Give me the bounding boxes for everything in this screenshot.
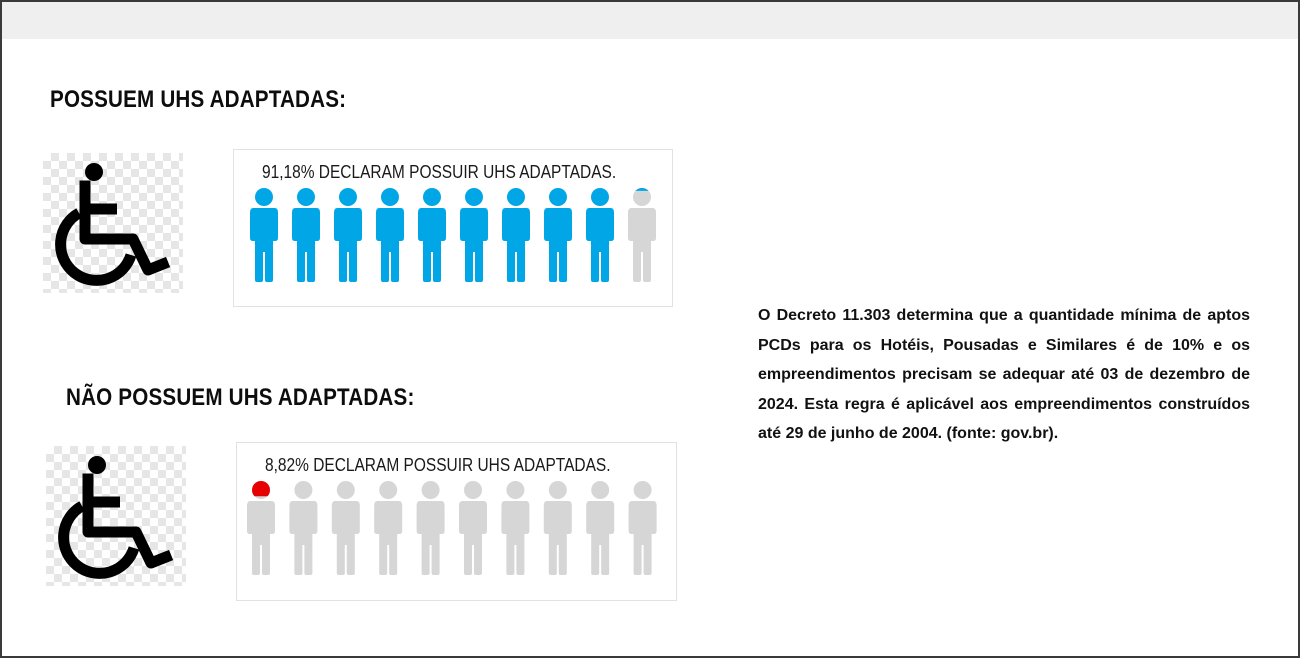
top-bar: [2, 2, 1298, 39]
info-text: O Decreto 11.303 determina que a quantidade mínima de aptos PCDs para os Hotéis, Pousadas e Similares é de 10% e os empreendimentos precisam se adequar até 03 de dezembro de 2024. Esta regra é aplicável aos empreendimentos construídos até 29 de junho de 2004. (fonte: gov.br).: [758, 307, 1250, 442]
people-chart-not-adapted: [237, 443, 676, 600]
heading-adapted: POSSUEM UHS ADAPTADAS:: [50, 86, 347, 113]
wheelchair-icon: [46, 446, 186, 586]
not-adapted-person-3: [332, 481, 360, 575]
not-adapted-person-5: [417, 481, 445, 575]
wheelchair-icon: [43, 153, 183, 293]
adapted-person-2: [292, 188, 320, 282]
adapted-person-4: [376, 188, 404, 282]
card-adapted: [233, 149, 673, 307]
adapted-person-3: [334, 188, 362, 282]
heading-not-adapted: NÃO POSSUEM UHS ADAPTADAS:: [66, 384, 415, 411]
not-adapted-person-2: [289, 481, 317, 575]
not-adapted-person-8: [544, 481, 572, 575]
people-chart-adapted: [234, 150, 672, 306]
adapted-person-9: [586, 188, 614, 282]
not-adapted-person-10: [629, 481, 657, 575]
adapted-person-5: [418, 188, 446, 282]
adapted-person-8: [544, 188, 572, 282]
adapted-person-7: [502, 188, 530, 282]
adapted-person-10: [628, 188, 656, 282]
not-adapted-person-9: [586, 481, 614, 575]
not-adapted-person-1: [247, 481, 275, 575]
not-adapted-person-6: [459, 481, 487, 575]
adapted-person-6: [460, 188, 488, 282]
card-not-adapted: [236, 442, 677, 601]
not-adapted-person-7: [501, 481, 529, 575]
caption-adapted: 91,18% DECLARAM POSSUIR UHS ADAPTADAS.: [262, 162, 617, 182]
not-adapted-person-4: [374, 481, 402, 575]
caption-not-adapted: 8,82% DECLARAM POSSUIR UHS ADAPTADAS.: [265, 455, 611, 475]
adapted-person-1: [250, 188, 278, 282]
